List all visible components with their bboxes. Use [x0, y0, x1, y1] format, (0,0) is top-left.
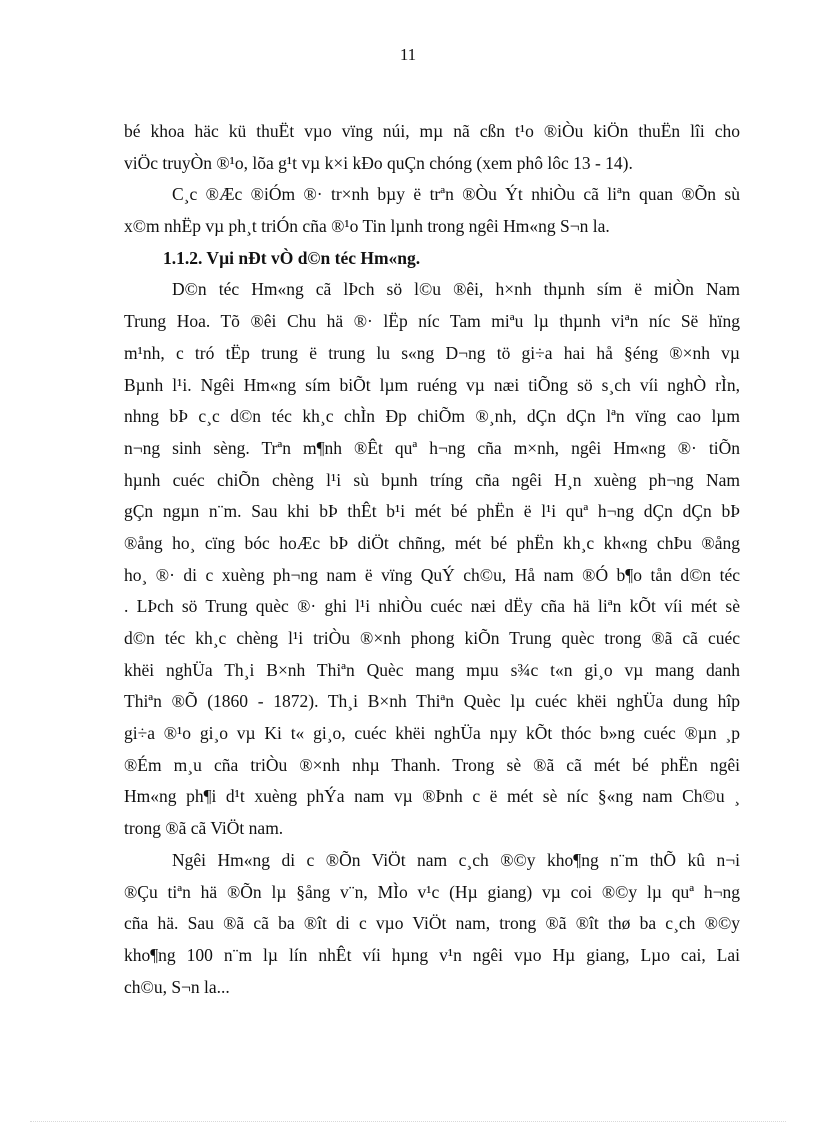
paragraph-4-line-4: kho¶ng 100 n¨m lµ lín nhÊt víi hµng v¹n ngêi vµo Hµ giang, Lµo cai, Lai [124, 944, 740, 965]
paragraph-3-line-4: Bµnh l¹i. Ngêi Hm«ng sím biÕt lµm ruéng vµ næi tiÕng sö s¸ch víi nghÒ rÌn, [124, 374, 740, 395]
paragraph-3-line-18: trong ®ã cã ViÖt nam. [124, 818, 284, 839]
paragraph-4-line-3: cña hä. Sau ®ã cã ba ®ît di c vµo ViÖt nam, trong ®ã ®ît thø ba c¸ch ®©y [124, 913, 740, 934]
paragraph-3-line-17: Hm«ng ph¶i d¹t xuèng phÝa nam vµ ®Þnh c ë mét sè níc §«ng nam Ch©u ¸ [124, 786, 740, 807]
paragraph-3-line-5: nhng bÞ c¸c d©n téc kh¸c chÌn Ðp chiÕm ®¸nh, dÇn dÇn lªn vïng cao lµm [124, 406, 740, 427]
paragraph-3-line-16: ®Ém m¸u cña triÒu ®×nh nhµ Thanh. Trong sè ®ã cã mét bé phËn ngêi [124, 754, 740, 775]
paragraph-3-line-9: ®ång ho¸ cïng bóc hoÆc bÞ diÖt chñng, mét bé phËn kh¸c kh«ng chÞu ®ång [124, 532, 740, 553]
paragraph-4-line-2: ®Çu tiªn hä ®Õn lµ §ång v¨n, MÌo v¹c (Hµ giang) vµ coi ®©y lµ quª h¬ng [124, 881, 740, 902]
document-body [124, 116, 740, 1003]
paragraph-4-line-5: ch©u, S¬n la... [124, 976, 230, 997]
paragraph-3-line-10: ho¸ ®· di c xuèng ph¬ng nam ë vïng QuÝ ch©u, Hå nam ®Ó b¶o tån d©n téc [124, 564, 740, 585]
paragraph-3-line-2: Trung Hoa. Tõ ®êi Chu hä ®· lËp níc Tam miªu lµ thµnh viªn níc Së hïng [124, 311, 740, 332]
page-bottom-divider [30, 1121, 786, 1122]
paragraph-3-line-1: D©n téc Hm«ng cã lÞch sö l©u ®êi, h×nh thµnh sím ë miÒn Nam [172, 279, 740, 300]
paragraph-3-line-14: Thiªn ®Õ (1860 - 1872). Th¸i B×nh Thiªn Quèc lµ cuéc khëi nghÜa dung hîp [124, 691, 740, 712]
section-heading: 1.1.2. Vµi nÐt vÒ d©n téc Hm«ng. [163, 247, 421, 268]
paragraph-4-line-1: Ngêi Hm«ng di c ®Õn ViÖt nam c¸ch ®©y kho¶ng n¨m thÕ kû n¬i [172, 849, 740, 870]
page-number: 11 [399, 45, 417, 64]
paragraph-3-line-8: gÇn ngµn n¨m. Sau khi bÞ thÊt b¹i mét bé phËn ë l¹i quª h¬ng dÇn dÇn bÞ [124, 501, 740, 522]
paragraph-3-line-7: hµnh cuéc chiÕn chèng l¹i sù bµnh tríng cña ngêi H¸n xuèng ph¬ng Nam [124, 469, 740, 490]
paragraph-3-line-6: n¬ng sinh sèng. Trªn m¶nh ®Êt quª h¬ng cña m×nh, ngêi Hm«ng ®· tiÕn [124, 437, 740, 458]
paragraph-3-line-13: khëi nghÜa Th¸i B×nh Thiªn Quèc mang mµu s¾c t«n gi¸o vµ mang danh [124, 659, 740, 680]
paragraph-3-line-3: m¹nh, c tró tËp trung ë trung lu s«ng D¬ng tö gi÷a hai hå §éng ®×nh vµ [124, 342, 740, 363]
paragraph-2-line-1: C¸c ®Æc ®iÓm ®· tr×nh bµy ë trªn ®Òu Ýt nhiÒu cã liªn quan ®Õn sù [172, 184, 740, 205]
paragraph-1-line-2: viÖc truyÒn ®¹o, lõa g¹t vµ k×i kÐo quÇn chóng (xem phô lôc 13 - 14). [124, 152, 633, 173]
paragraph-3-line-11: . LÞch sö Trung quèc ®· ghi l¹i nhiÒu cuéc næi dËy cña hä liªn kÕt víi mét sè [124, 596, 740, 617]
paragraph-3-line-12: d©n téc kh¸c chèng l¹i triÒu ®×nh phong kiÕn Trung quèc trong ®ã cã cuéc [124, 628, 740, 648]
paragraph-3-line-15: gi÷a ®¹o gi¸o vµ Ki t« gi¸o, cuéc khëi nghÜa nµy kÕt thóc b»ng cuéc ®µn ¸p [124, 723, 740, 744]
paragraph-1-line-1: bé khoa häc kü thuËt vµo vïng núi, mµ nã cßn t¹o ®iÒu kiÖn thuËn lîi cho [124, 121, 740, 141]
paragraph-2-line-2: x©m nhËp vµ ph¸t triÓn cña ®¹o Tin lµnh trong ngêi Hm«ng S¬n la. [124, 216, 610, 237]
